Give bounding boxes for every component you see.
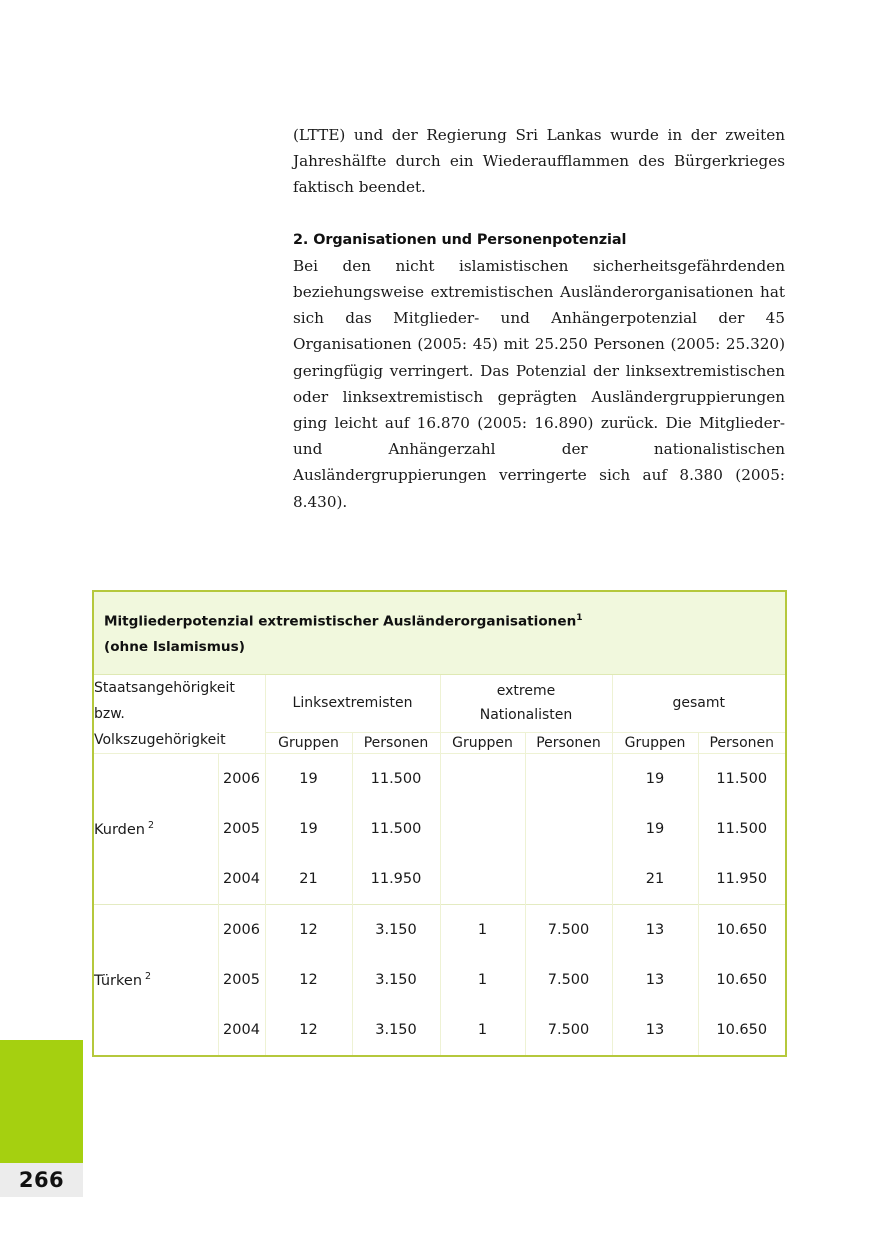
cell-nat-gruppen: 1 (440, 955, 525, 1005)
cell-nat-gruppen: 1 (440, 904, 525, 955)
header-group-nationalisten-line-1: extreme (496, 683, 556, 700)
cell-nat-gruppen (440, 804, 525, 854)
cell-nat-personen: 7.500 (525, 955, 612, 1005)
cell-gesamt-personen: 10.650 (716, 1021, 768, 1038)
row-year: 2004 (218, 1005, 265, 1055)
cell-gesamt-personen: 11.950 (716, 870, 768, 887)
cell-links-gruppen: 12 (265, 955, 352, 1005)
table-title (94, 592, 785, 675)
header-sub-links-gruppen: Gruppen (265, 733, 352, 753)
accent-green-block (0, 1040, 83, 1163)
cell-gesamt-personen: 11.500 (716, 820, 768, 837)
cell-links-personen: 11.500 (352, 804, 440, 854)
cell-gesamt-gruppen: 19 (612, 753, 698, 804)
cell-links-gruppen: 12 (265, 904, 352, 955)
header-group-gesamt (612, 675, 785, 733)
cell-links-gruppen: 21 (265, 854, 352, 905)
cell-gesamt-personen: 10.650 (716, 971, 768, 988)
header-row-label-line-3: Volkszugehörigkeit (94, 731, 226, 748)
row-nationality-footnote-marker: 2 (145, 819, 155, 831)
row-nationality-footnote-marker: 2 (142, 970, 152, 982)
cell-links-gruppen: 19 (265, 753, 352, 804)
row-nationality-label: Türken (94, 972, 143, 989)
cell-links-personen: 11.500 (352, 753, 440, 804)
row-nationality (94, 753, 218, 904)
section-heading: 2. Organisationen und Personenpotenzial (293, 231, 627, 248)
row-year: 2005 (218, 804, 265, 854)
table-body (94, 753, 785, 1055)
cell-nat-gruppen: 1 (440, 1005, 525, 1055)
cell-links-personen: 3.150 (352, 1005, 440, 1055)
cell-links-personen: 3.150 (352, 904, 440, 955)
table-head (94, 675, 785, 754)
header-sub-gesamt-personen: Personen (698, 733, 785, 753)
header-row-label-line-2: bzw. (94, 705, 125, 722)
cell-gesamt-gruppen: 13 (612, 955, 698, 1005)
row-year: 2006 (218, 904, 265, 955)
data-table (94, 675, 785, 1055)
cell-nat-personen (525, 804, 612, 854)
cell-links-personen: 11.950 (352, 854, 440, 905)
row-year: 2004 (218, 854, 265, 905)
paragraph-intro: (LTTE) und der Regierung Sri Lankas wurde in der zweiten Jahreshälfte durch ein Wiederaufflammen des Bürgerkrieges faktisch beendet. (293, 126, 785, 197)
row-nationality-label: Kurden (94, 821, 145, 838)
page-number: 266 (18, 1168, 65, 1192)
cell-links-personen: 3.150 (352, 955, 440, 1005)
page-marker (0, 1040, 83, 1197)
text-column (293, 122, 785, 515)
header-group-nationalisten (440, 675, 612, 733)
row-year: 2005 (218, 955, 265, 1005)
header-sub-nat-personen: Personen (525, 733, 612, 753)
cell-nat-personen: 7.500 (525, 904, 612, 955)
cell-links-gruppen: 12 (265, 1005, 352, 1055)
header-group-gesamt-label: gesamt (672, 695, 725, 712)
cell-nat-personen: 7.500 (525, 1005, 612, 1055)
cell-nat-personen (525, 753, 612, 804)
row-year: 2006 (218, 753, 265, 804)
table-title-line-2: (ohne Islamismus) (104, 638, 245, 655)
statistics-table (92, 590, 787, 1057)
table-row (94, 904, 785, 955)
cell-nat-gruppen (440, 753, 525, 804)
header-sub-nat-gruppen: Gruppen (440, 733, 525, 753)
table-title-line-1: Mitgliederpotenzial extremistischer Ausländerorganisationen (104, 613, 577, 630)
cell-gesamt-gruppen: 19 (612, 804, 698, 854)
cell-links-gruppen: 19 (265, 804, 352, 854)
cell-gesamt-personen: 11.500 (698, 753, 785, 804)
header-row-label (94, 675, 265, 754)
cell-gesamt-gruppen: 13 (612, 1005, 698, 1055)
cell-gesamt-personen: 10.650 (698, 904, 785, 955)
page-number-box (0, 1163, 83, 1197)
table-row (94, 753, 785, 804)
cell-gesamt-gruppen: 13 (612, 904, 698, 955)
table-title-footnote-marker: 1 (576, 613, 583, 623)
header-group-nationalisten-line-2: Nationalisten (479, 707, 573, 724)
cell-nat-gruppen (440, 854, 525, 905)
header-group-linksextremisten (265, 675, 440, 733)
header-sub-links-personen: Personen (352, 733, 440, 753)
cell-gesamt-gruppen: 21 (612, 854, 698, 905)
header-row-label-line-1: Staatsangehörigkeit (94, 679, 235, 696)
row-nationality (94, 904, 218, 1055)
header-row-groups (94, 675, 785, 733)
header-sub-gesamt-gruppen: Gruppen (612, 733, 698, 753)
cell-nat-personen (525, 854, 612, 905)
header-group-linksextremisten-label: Linksextremisten (292, 695, 413, 712)
paragraph-potential: Bei den nicht islamistischen sicherheitsgefährdenden beziehungsweise extremistischen Ausländerorganisationen hat sich das Mitglieder- und Anhängerpotenzial der 45 Organisationen (2005: 45) mit 25.250 Personen (2005: 25.320) geringfügig verringert. Das Potenzial der linksextremistischen oder linksextremistisch geprägten Ausländergruppierungen ging leicht auf 16.870 (2005: 16.890) zurück. Die Mitglieder- und Anhängerzahl der nationalistischen Ausländergruppierungen verringerte sich auf 8.380 (2005: 8.430). (293, 256, 785, 511)
